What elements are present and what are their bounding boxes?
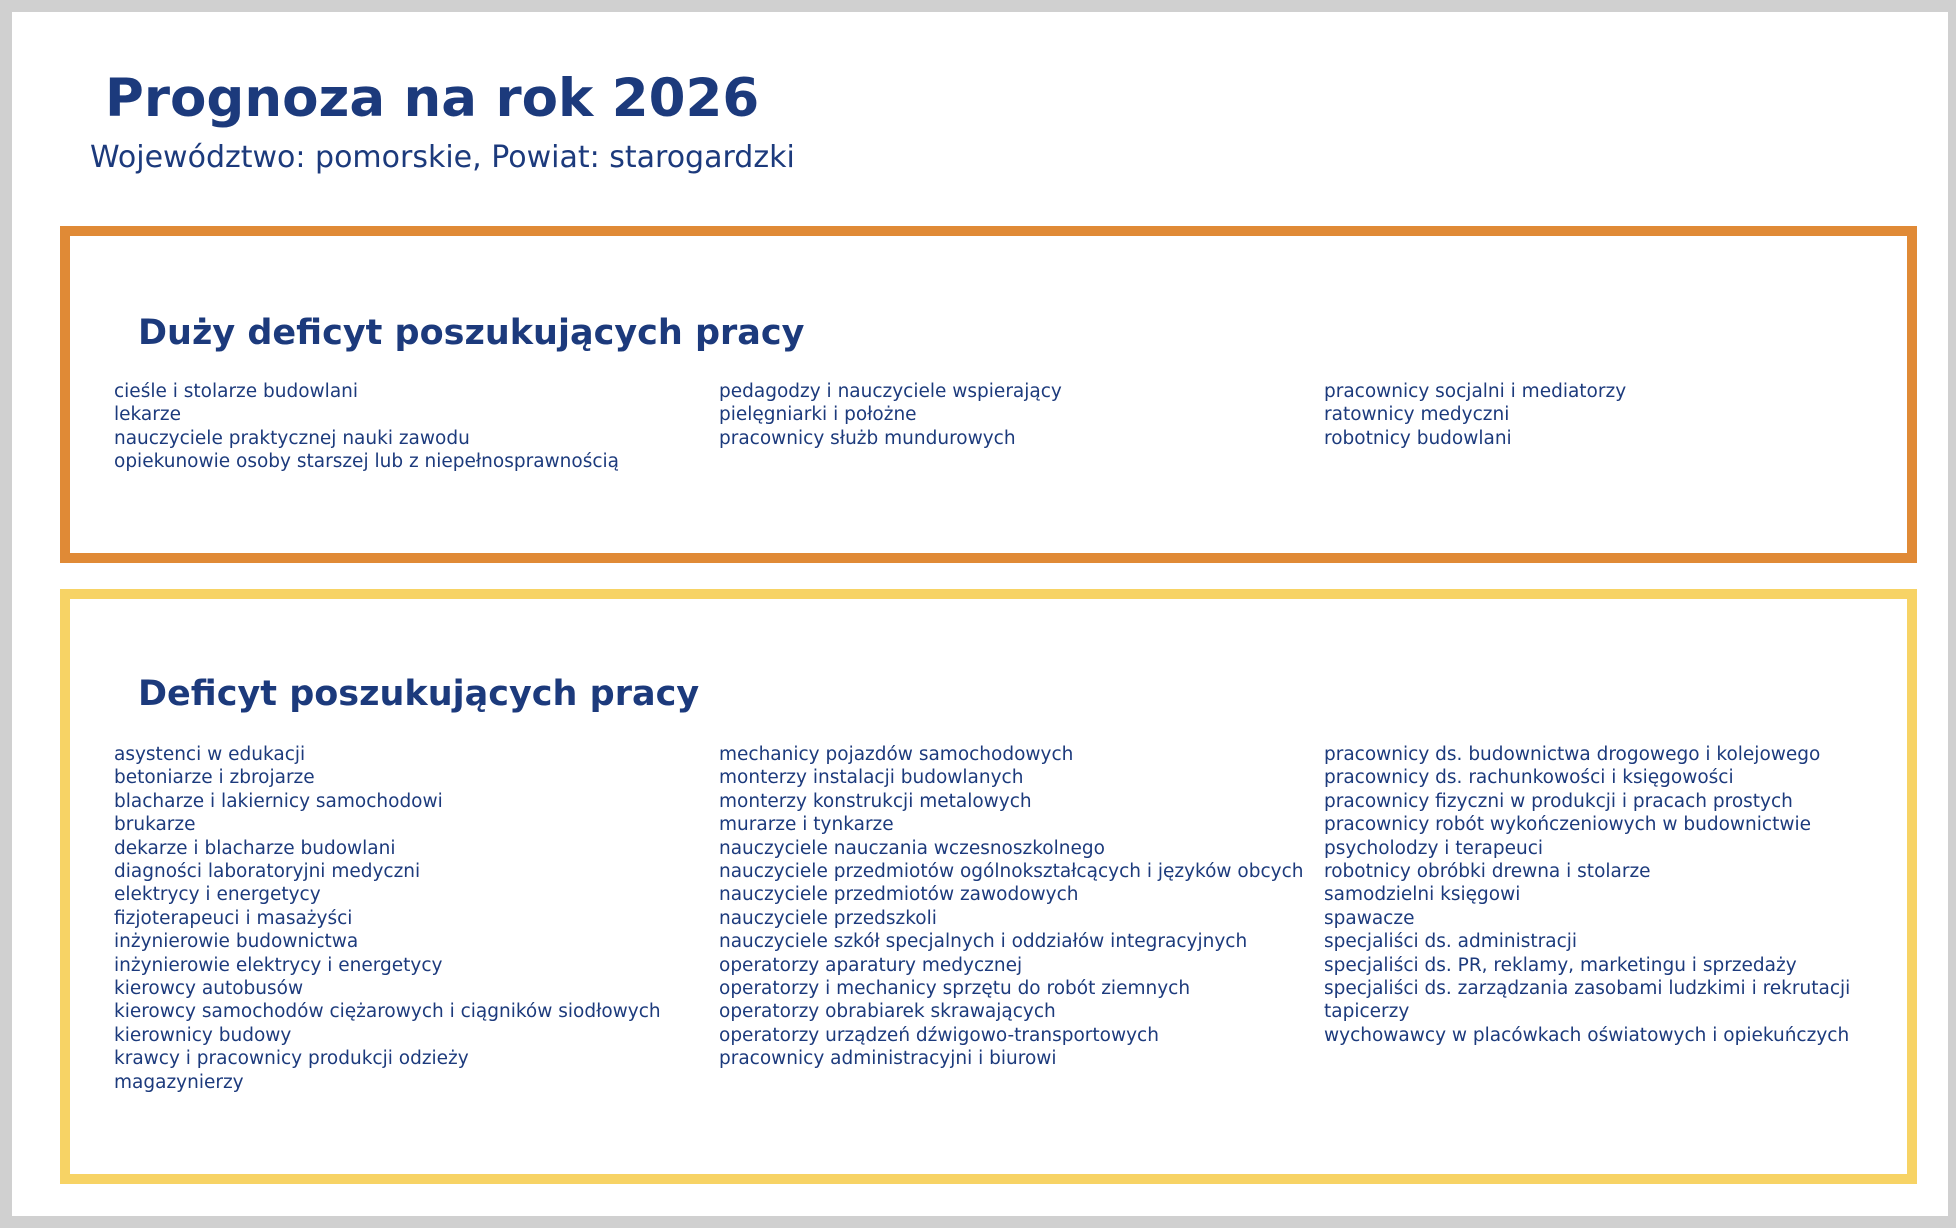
- occupation-item: mechanicy pojazdów samochodowych: [719, 744, 1074, 765]
- occupation-item: lekarze: [114, 404, 181, 426]
- occupation-item: nauczyciele nauczania wczesnoszkolnego: [719, 837, 1105, 859]
- occupation-item: magazynierzy: [114, 1071, 244, 1093]
- occupation-item: pracownicy socjalni i mediatorzy: [1324, 381, 1627, 402]
- occupation-item: spawacze: [1324, 907, 1415, 929]
- occupation-item: monterzy instalacji budowlanych: [719, 767, 1024, 789]
- occupation-item: pracownicy ds. rachunkowości i księgowości: [1324, 767, 1734, 789]
- occupation-item: operatorzy i mechanicy sprzętu do robót ziemnych: [719, 978, 1191, 1000]
- occupation-item: kierowcy samochodów ciężarowych i ciągników siodłowych: [114, 1001, 661, 1023]
- occupation-item: kierowcy autobusów: [114, 978, 304, 1000]
- occupation-item: pracownicy ds. budownictwa drogowego i kolejowego: [1324, 744, 1821, 765]
- occupation-item: krawcy i pracownicy produkcji odzieży: [114, 1048, 469, 1070]
- occupation-item: dekarze i blacharze budowlani: [114, 837, 396, 859]
- occupation-item: fizjoterapeuci i masażyści: [114, 907, 353, 929]
- occupation-item: kierownicy budowy: [114, 1024, 292, 1046]
- deficit-column-2: [719, 743, 1309, 1071]
- occupation-item: samodzielni księgowi: [1324, 884, 1521, 906]
- occupation-item: operatorzy urządzeń dźwigowo-transportowych: [719, 1024, 1159, 1046]
- occupation-item: robotnicy budowlani: [1324, 427, 1512, 449]
- occupation-item: nauczyciele przedszkoli: [719, 907, 937, 929]
- occupation-item: tapicerzy: [1324, 1001, 1410, 1023]
- occupation-item: pracownicy fizyczni w produkcji i pracach prostych: [1324, 790, 1793, 812]
- occupation-item: diagności laboratoryjni medyczni: [114, 861, 421, 883]
- occupation-item: ratownicy medyczni: [1324, 404, 1510, 426]
- occupation-item: cieśle i stolarze budowlani: [114, 381, 359, 402]
- occupation-item: pracownicy administracyjni i biurowi: [719, 1048, 1057, 1070]
- occupation-item: murarze i tynkarze: [719, 814, 894, 836]
- occupation-item: operatorzy aparatury medycznej: [719, 954, 1023, 976]
- occupation-item: elektrycy i energetycy: [114, 884, 321, 906]
- deficit-column-1: [114, 743, 704, 1094]
- occupation-item: specjaliści ds. administracji: [1324, 931, 1578, 953]
- occupation-item: pracownicy służb mundurowych: [719, 427, 1016, 449]
- occupation-item: monterzy konstrukcji metalowych: [719, 790, 1032, 812]
- occupation-item: betoniarze i zbrojarze: [114, 767, 315, 789]
- occupation-item: wychowawcy w placówkach oświatowych i opiekuńczych: [1324, 1024, 1850, 1046]
- occupation-item: blacharze i lakiernicy samochodowi: [114, 790, 443, 812]
- page-subtitle: Województwo: pomorskie, Powiat: starogardzki: [90, 140, 795, 175]
- occupation-item: psycholodzy i terapeuci: [1324, 837, 1544, 859]
- deficit-heading: Deficyt poszukujących pracy: [138, 674, 700, 714]
- deficit-column-3: [1324, 743, 1914, 1047]
- large-deficit-column-1: [114, 380, 704, 474]
- occupation-item: inżynierowie budownictwa: [114, 931, 359, 953]
- occupation-item: specjaliści ds. zarządzania zasobami ludzkimi i rekrutacji: [1324, 978, 1851, 1000]
- deficit-section: [60, 589, 1917, 1184]
- occupation-item: inżynierowie elektrycy i energetycy: [114, 954, 443, 976]
- occupation-item: specjaliści ds. PR, reklamy, marketingu i sprzedaży: [1324, 954, 1797, 976]
- large-deficit-column-3: [1324, 380, 1914, 450]
- occupation-item: nauczyciele szkół specjalnych i oddziałów integracyjnych: [719, 931, 1248, 953]
- large-deficit-heading: Duży deficyt poszukujących pracy: [138, 313, 805, 353]
- occupation-item: nauczyciele przedmiotów zawodowych: [719, 884, 1079, 906]
- page-title: Prognoza na rok 2026: [105, 68, 760, 129]
- occupation-item: opiekunowie osoby starszej lub z niepełnosprawnością: [114, 451, 620, 473]
- occupation-item: asystenci w edukacji: [114, 744, 306, 765]
- large-deficit-column-2: [719, 380, 1309, 450]
- occupation-item: pielęgniarki i położne: [719, 404, 917, 426]
- occupation-item: nauczyciele praktycznej nauki zawodu: [114, 427, 470, 449]
- occupation-item: nauczyciele przedmiotów ogólnokształcących i języków obcych: [719, 861, 1304, 883]
- occupation-item: robotnicy obróbki drewna i stolarze: [1324, 861, 1651, 883]
- occupation-item: operatorzy obrabiarek skrawających: [719, 1001, 1056, 1023]
- large-deficit-section: [60, 226, 1917, 563]
- occupation-item: pedagodzy i nauczyciele wspierający: [719, 381, 1062, 402]
- occupation-item: brukarze: [114, 814, 196, 836]
- occupation-item: pracownicy robót wykończeniowych w budownictwie: [1324, 814, 1811, 836]
